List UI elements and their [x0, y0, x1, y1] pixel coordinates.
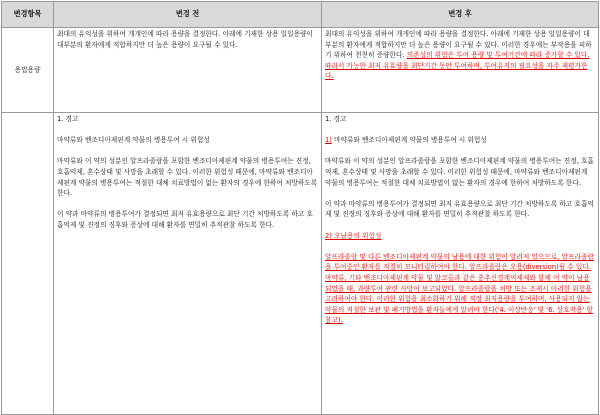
row-label-dosage: 용법용량: [2, 28, 54, 113]
warnings-before-paragraph-1: 마약류와 이 약의 성분인 알프라졸람을 포함한 벤조디아제핀계 약물의 병용투여는 진정, 호흡억제, 혼수상태 및 사망을 초래할 수 있다. 이러한 위험성 때문에, 마약류와 벤조디아제핀계 약물의 병용투여는 적절한 대체 치료방법이 없는 환자의 경우에 한하여 처방하도록 한다.: [57, 157, 318, 198]
warnings-after-abuse-paragraph: 알프라졸람 및 다른 벤조디아제핀계 약물의 남용에 대한 위험이 알려져 있으므로, 알프라졸람을 투여중인 환자를 적절히 모니터링하여야 한다. 알프라졸람은 오용(diversion)될 수 있다. 마약류, 기타 벤조디아제핀계 약물 및 알코올과 같은 중추신경계억제제와 함께 이 약이 남용되었을 때, 과량투여 관련 사망이 보고되었다. 알프라졸람을 처방 또는 조제시 이러한 위험을 고려하여야 한다. 이러한 위험을 최소화하기 위해 적정 최저용량을 투여하며, 사용되지 않는 약물의 적절한 보관 및 폐기방법을 환자들에게 알려야 한다('4. 이상반응' 및 '6. 상호작용' 항 참고).: [325, 252, 594, 325]
warnings-after-paragraph-2: 이 약과 마약류의 병용투여가 결정되면 최저 유효용량으로 최단 기간 처방하도록 하고 호흡억제 및 진정의 징후와 증상에 대해 환자를 면밀히 추적관찰 하도록 한다.: [325, 199, 594, 219]
dosage-before-cell: [54, 28, 322, 113]
header-item: 변경항목: [2, 2, 54, 28]
row-label-warnings: [2, 113, 54, 415]
warnings-before-heading: 1. 경고: [57, 115, 79, 123]
dosage-before-text: 최대의 유익성을 위하여 개개인에 따라 용량을 결정한다. 아래에 기재한 상용 일일용량이 대부분의 환자에게 적합하지만 더 높은 용량이 요구될 수 있다.: [57, 30, 313, 49]
warnings-before-cell: [54, 113, 322, 415]
warnings-after-subheading-text: 마약류와 벤조디아제핀계 약물의 병용투여 시 위험성: [331, 136, 487, 145]
dosage-after-added-text: 의존성의 위험은 투여 용량 및 투여기간에 따라 증가할 수 있다. 따라서 가능한 최저 유효량을 최단기간 동안 투여하며, 투여유지의 필요성을 자주 재평가한다.: [325, 51, 590, 81]
dosage-after-cell: [322, 28, 599, 113]
warnings-after-paragraph-1: 마약류와 이 약의 성분인 알프라졸람을 포함한 벤조디아제핀계 약물의 병용투여는 진정, 호흡억제, 혼수상태 및 사망을 초래할 수 있다. 이러한 위험성 때문에, 마약류와 벤조디아제핀계 약물의 병용투여는 적절한 대체 치료방법이 없는 환자의 경우에 한하여 처방하도록 한다.: [325, 157, 594, 187]
table-row-warnings: [2, 113, 599, 415]
warnings-after-subheading: [325, 135, 595, 146]
warnings-before-paragraph-2: 이 약과 마약류의 병용투여가 결정되면 최저 유효용량으로 최단 기간 처방하도록 하고 호흡억제 및 진정의 징후와 증상에 대해 환자를 면밀히 추적관찰 하도록 한다.: [57, 210, 313, 229]
table-row-dosage: [2, 28, 599, 113]
change-comparison-table: [1, 1, 599, 415]
header-before: 변경 전: [54, 2, 322, 28]
warnings-before-subheading: 마약류와 벤조디아제핀계 약물의 병용투여 시 위험성: [57, 136, 210, 145]
warnings-after-abuse-heading: 2) 오남용의 위험성: [325, 231, 382, 240]
header-row: [2, 2, 599, 28]
warnings-after-subheading-number: 1): [325, 136, 332, 145]
warnings-after-cell: [322, 113, 599, 415]
header-after: 변경 후: [322, 2, 599, 28]
warnings-after-heading: 1. 경고: [325, 115, 347, 123]
dosage-after-text: 최대의 유익성을 위하여 개개인에 따라 용량을 결정한다. 아래에 기재한 상용 일일용량이 대부분의 환자에게 적합하지만 더 높은 용량이 요구될 수 있다. 이러한 경우에는 부작용을 피하기 위하여 천천히 증량한다.: [325, 30, 592, 60]
